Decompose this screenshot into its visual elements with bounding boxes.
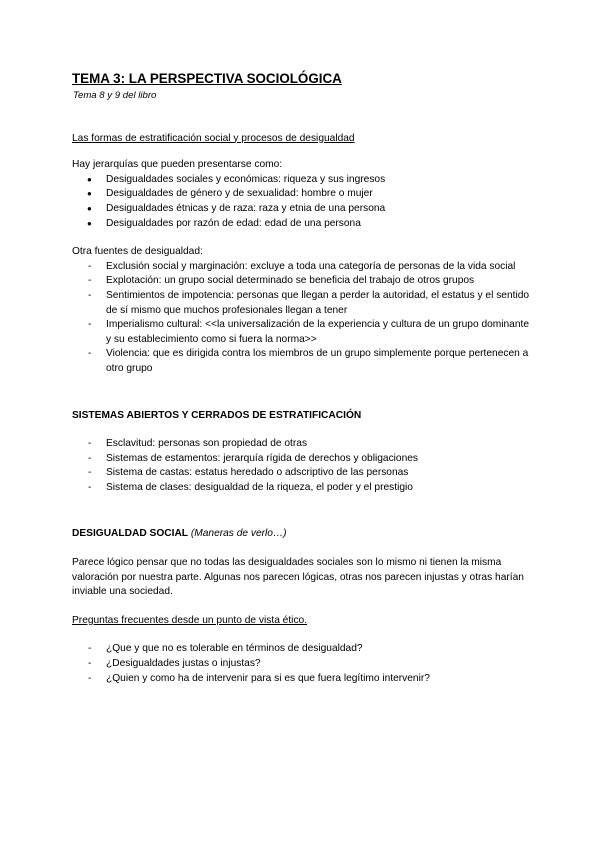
list-item: ● Desigualdades sociales y económicas: riqueza y sus ingresos	[87, 173, 530, 188]
faq-heading: Preguntas frecuentes desde un punto de vista ético.	[72, 614, 308, 626]
list-item: - ¿Desigualdades justas o injustas?	[87, 657, 530, 672]
heading-note: Maneras de verlo…	[194, 528, 284, 540]
list-item: - Sistema de castas: estatus heredado o adscriptivo de las personas	[87, 466, 530, 481]
section-heading-sistemas: SISTEMAS ABIERTOS Y CERRADOS DE ESTRATIFICACIÓN	[72, 409, 362, 421]
list-item: ● Desigualdades de género y de sexualidad: hombre o mujer	[87, 187, 530, 202]
section-heading-desigualdad	[72, 527, 530, 542]
jerarquias-list	[72, 173, 530, 231]
section-heading-estratificacion: Las formas de estratificación social y procesos de desigualdad	[72, 132, 355, 144]
list-item: - Sistema de clases: desigualdad de la riqueza, el poder y el prestigio	[87, 481, 530, 496]
list-item: - Sentimientos de impotencia: personas que llegan a perder la autoridad, el estatus y el sentido de sí mismo que muchos profesionales llegan a tener	[87, 289, 530, 318]
heading-note-open: (	[188, 528, 195, 540]
list-item: ● Desigualdades étnicas y de raza: raza y etnia de una persona	[87, 202, 530, 217]
list-item: - ¿Quien y como ha de intervenir para si es que fuera legítimo intervenir?	[87, 672, 530, 687]
otras-fuentes-intro: Otra fuentes de desigualdad:	[72, 246, 203, 258]
list-item: - ¿Que y que no es tolerable en términos de desigualdad?	[87, 642, 530, 657]
list-item: - Violencia: que es dirigida contra los miembros de un grupo simplemente porque pertenecen a otro grupo	[87, 347, 530, 376]
list-item: - Explotación: un grupo social determinado se beneficia del trabajo de otros grupos	[87, 274, 530, 289]
desigualdad-heading-text: DESIGUALDAD SOCIAL	[72, 528, 189, 540]
heading-note-close: )	[283, 528, 287, 540]
list-item: - Esclavitud: personas son propiedad de otras	[87, 437, 530, 452]
desigualdad-paragraph: Parece lógico pensar que no todas las desigualdades sociales son lo mismo ni tienen la misma valoración por nuestra parte. Algunas nos parecen lógicas, otras nos parecen injustas y otras harían inviable una sociedad.	[72, 557, 524, 598]
list-item: - Sistemas de estamentos: jerarquía rígida de derechos y obligaciones	[87, 452, 530, 467]
list-item: ● Desigualdades por razón de edad: edad de una persona	[87, 217, 530, 232]
list-item: - Imperialismo cultural: <<la universalización de la experiencia y cultura de un grupo dominante y su establecimiento como si fuera la norma>>	[87, 318, 530, 347]
jerarquias-intro: Hay jerarquías que pueden presentarse como:	[72, 159, 283, 171]
otras-fuentes-list	[72, 260, 530, 377]
page-title: TEMA 3: LA PERSPECTIVA SOCIOLÓGICA	[72, 71, 342, 86]
page-subtitle: Tema 8 y 9 del libro	[73, 90, 157, 101]
list-item: - Exclusión social y marginación: excluye a toda una categoría de personas de la vida social	[87, 260, 530, 275]
document-page	[72, 70, 530, 686]
faq-list	[72, 642, 530, 686]
sistemas-list	[72, 437, 530, 495]
